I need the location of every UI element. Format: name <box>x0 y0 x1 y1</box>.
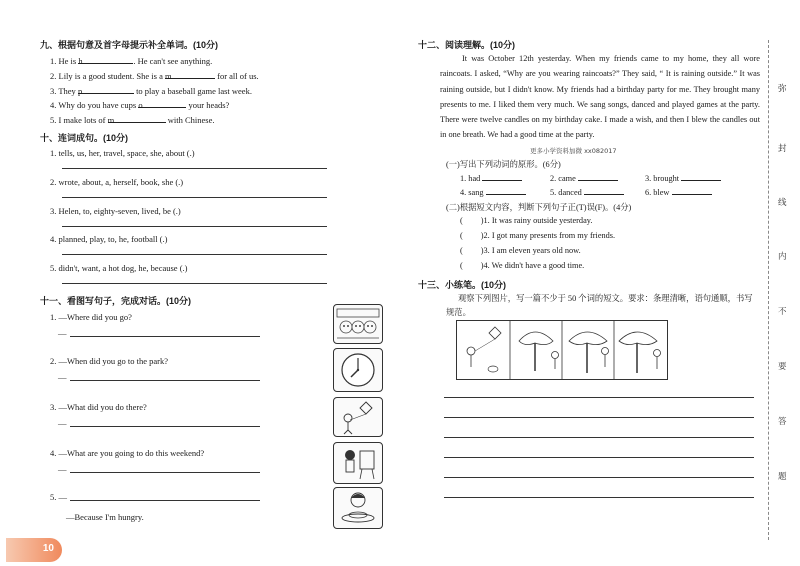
tf-item: ( )4. We didn't have a good time. <box>460 261 585 270</box>
section-10-heading: 十、连词成句。(10分) <box>40 133 129 143</box>
s10-item-4: 4. planned, play, to, he, football (.) <box>50 234 168 244</box>
part-1-heading: (一)写出下列动词的原形。(6分) <box>446 160 561 169</box>
seal-char: 不 <box>778 307 787 317</box>
verb-item: 4. sang <box>460 187 526 197</box>
answer-line[interactable] <box>70 336 260 337</box>
tf-item: ( )1. It was rainy outside yesterday. <box>460 216 593 225</box>
s11-item-3: 3. —What did you do there? <box>50 402 147 412</box>
writing-line[interactable] <box>444 477 754 478</box>
dash: — <box>58 328 67 338</box>
eating-picture <box>333 487 383 529</box>
clock-picture <box>333 348 383 392</box>
section-12-heading: 十二、阅读理解。(10分) <box>418 40 516 50</box>
tf-item: ( )3. I am eleven years old now. <box>460 246 581 255</box>
answer-line[interactable] <box>62 283 327 284</box>
verb-item: 5. danced <box>550 187 624 197</box>
seal-char: 内 <box>778 252 787 262</box>
seal-line <box>768 40 769 540</box>
s10-item-5: 5. didn't, want, a hot dog, he, because (.) <box>50 263 188 273</box>
verb-item: 1. had <box>460 173 522 183</box>
section-9-heading: 九、根据句意及首字母提示补全单词。(10分) <box>40 40 219 50</box>
section-11-heading: 十一、看图写句子，完成对话。(10分) <box>40 296 192 306</box>
kite-flying-picture <box>333 397 383 437</box>
tf-item: ( )2. I got many presents from my friends. <box>460 231 616 240</box>
s9-item-5: 5. I make lots of m with Chinese. <box>50 115 215 125</box>
reading-passage: It was October 12th yesterday. When my friends came to my home, they all wore raincoats. I asked, “Why are you wearing raincoats?” They said, “ It is raining outside.” It was raining outside, but I didn't know. My friends had a birthday party for me. They brought many presents to me. I liked them very much. We sang songs, danced and played games at the party. There were twelve candles on my birthday cake. I made a wish, and then I blew the candles out in one breath. We had a good time at the party. <box>440 54 760 140</box>
writing-line[interactable] <box>444 437 754 438</box>
answer-line[interactable] <box>70 472 260 473</box>
answer-line[interactable] <box>62 254 327 255</box>
verb-item: 3. brought <box>645 173 721 183</box>
s10-item-1: 1. tells, us, her, travel, space, she, about (.) <box>50 148 195 158</box>
s9-item-1: 1. He is h . He can't see anything. <box>50 56 213 66</box>
watermark-text: 更多小学资料加微 xx082017 <box>530 147 617 155</box>
s11-item-2: 2. —When did you go to the park? <box>50 356 169 366</box>
seal-char: 答 <box>778 417 787 427</box>
writing-line[interactable] <box>444 397 754 398</box>
seal-char: 题 <box>778 472 787 482</box>
comic-strip <box>456 320 668 380</box>
dash: — <box>58 418 67 428</box>
painting-picture <box>333 442 383 484</box>
seal-char: 要 <box>778 362 787 372</box>
s11-item-4: 4. —What are you going to do this weekend? <box>50 448 205 458</box>
answer-line[interactable] <box>70 500 260 501</box>
seal-char: 弥 <box>778 84 787 94</box>
verb-item: 6. blew <box>645 187 712 197</box>
zoo-animals-picture <box>333 304 383 344</box>
page-number-tab <box>6 538 62 562</box>
s9-item-2: 2. Lily is a good student. She is a m for all of us. <box>50 71 259 81</box>
s9-item-4: 4. Why do you have cups o your heads? <box>50 100 230 110</box>
answer-line[interactable] <box>62 168 327 169</box>
answer-line[interactable] <box>70 380 260 381</box>
s10-item-3: 3. Helen, to, eighty-seven, lived, be (.) <box>50 206 181 216</box>
part-2-heading: (二)根据短文内容，判断下列句子正(T)误(F)。(4分) <box>446 203 632 212</box>
answer-line[interactable] <box>62 226 327 227</box>
writing-instruction: 观察下列图片，写一篇不少于 50 个词的短文。要求：条理清晰，语句通顺，书写 <box>458 294 753 303</box>
seal-char: 线 <box>778 198 787 208</box>
s9-item-3: 3. They p to play a baseball game last week. <box>50 86 252 96</box>
section-13-heading: 十三、小练笔。(10分) <box>418 280 507 290</box>
writing-line[interactable] <box>444 417 754 418</box>
page-number: 10 <box>42 543 54 554</box>
dash: — <box>58 464 67 474</box>
s10-item-2: 2. wrote, about, a, herself, book, she (.) <box>50 177 184 187</box>
dash: — <box>58 372 67 382</box>
seal-char: 封 <box>778 144 787 154</box>
s11-item-1: 1. —Where did you go? <box>50 312 132 322</box>
s11-answer-5: —Because I'm hungry. <box>66 512 144 522</box>
s11-item-5: 5. — <box>50 492 67 502</box>
answer-line[interactable] <box>70 426 260 427</box>
writing-line[interactable] <box>444 497 754 498</box>
verb-item: 2. came <box>550 173 618 183</box>
answer-line[interactable] <box>62 197 327 198</box>
writing-instruction-cont: 规范。 <box>446 308 471 317</box>
writing-line[interactable] <box>444 457 754 458</box>
